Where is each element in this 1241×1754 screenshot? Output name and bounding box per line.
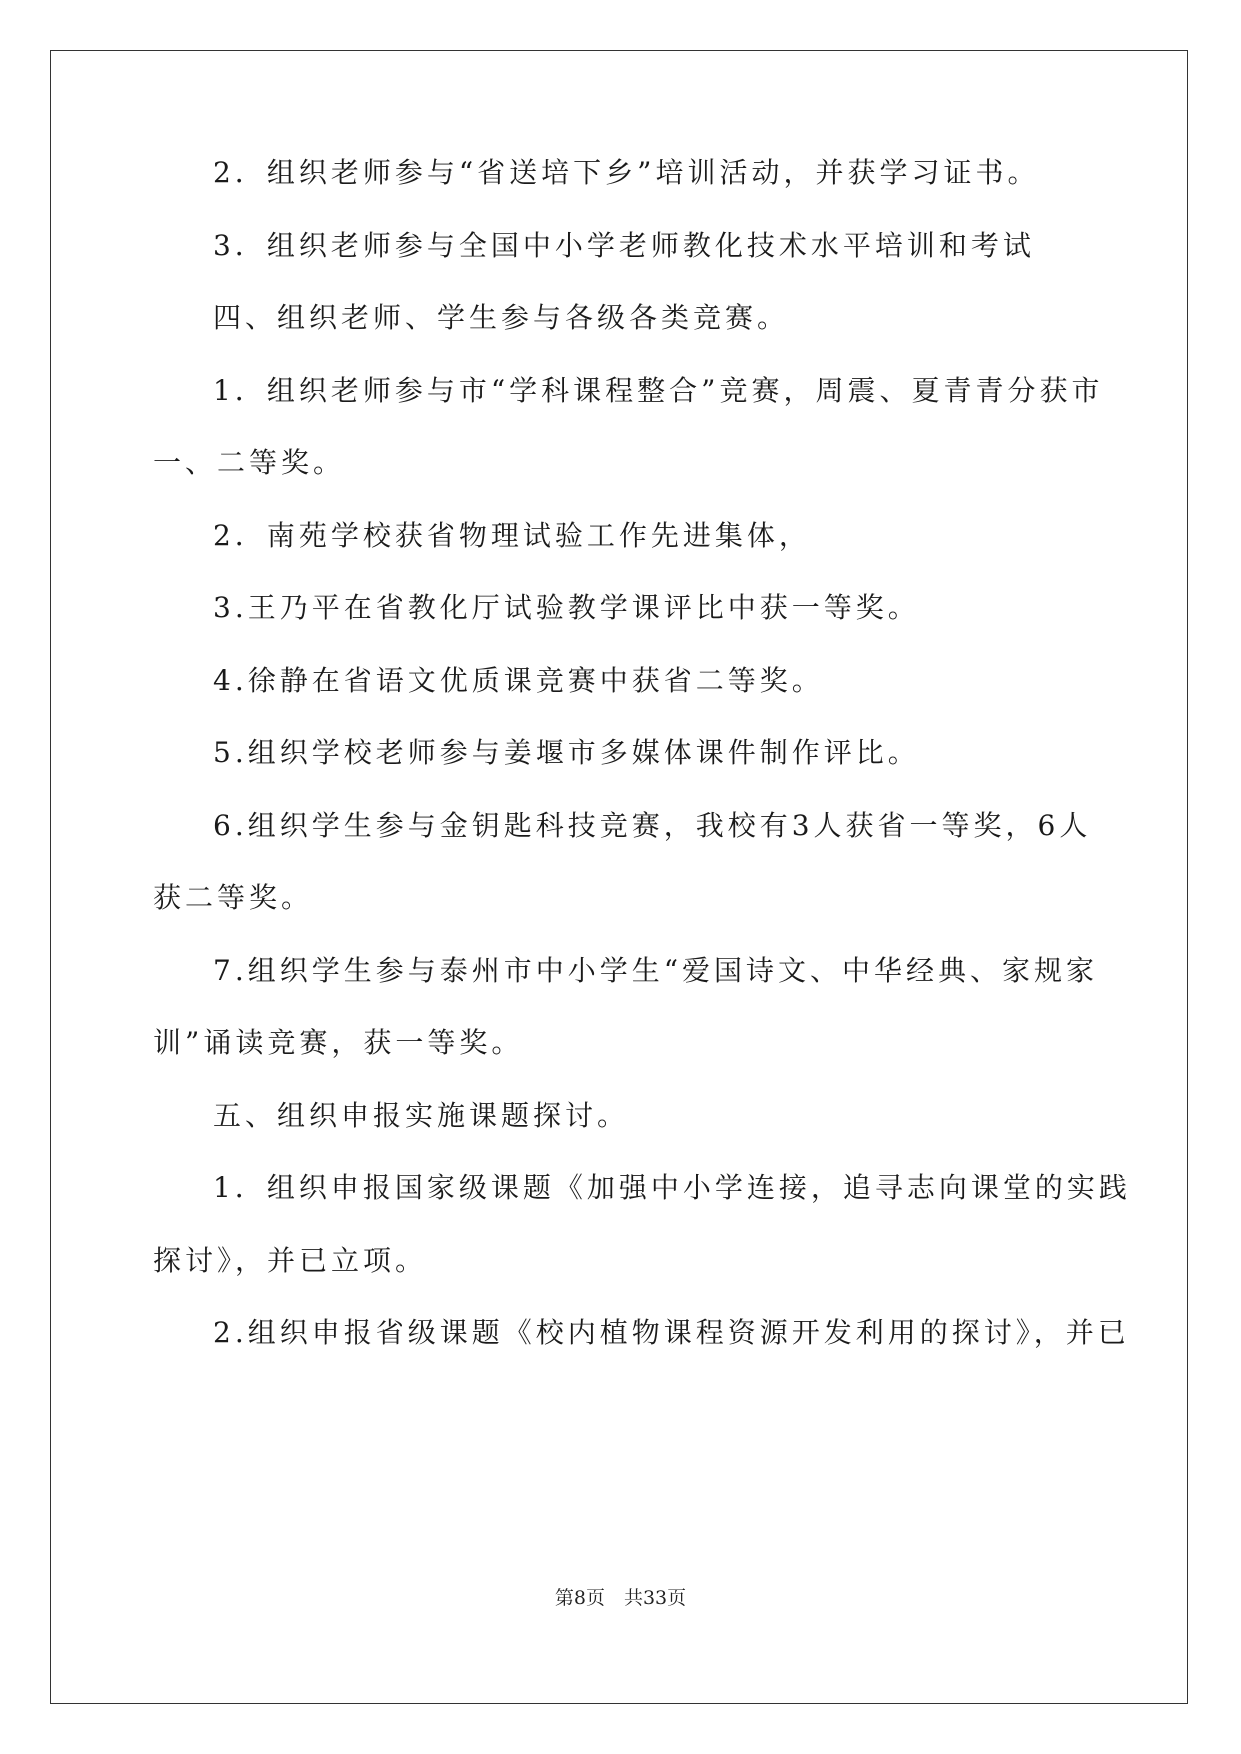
paragraph-line-9: 5.组织学校老师参与姜堰市多媒体课件制作评比。: [213, 736, 920, 769]
paragraph-line-16: 探讨》，并已立项。: [153, 1244, 428, 1277]
paragraph-line-4: 1．组织老师参与市“学科课程整合”竞赛，周震、夏青青分获市: [213, 374, 1104, 407]
paragraph-line-5: 一、二等奖。: [153, 446, 346, 479]
paragraph-line-8: 4.徐静在省语文优质课竞赛中获省二等奖。: [213, 664, 824, 697]
paragraph-line-6: 2．南苑学校获省物理试验工作先进集体，: [213, 519, 811, 552]
paragraph-line-12: 7.组织学生参与泰州市中小学生“爱国诗文、中华经典、家规家: [213, 954, 1099, 987]
paragraph-line-11: 获二等奖。: [153, 881, 314, 914]
paragraph-line-7: 3.王乃平在省教化厅试验教学课评比中获一等奖。: [213, 591, 920, 624]
paragraph-line-13: 训”诵读竞赛，获一等奖。: [153, 1026, 524, 1059]
paragraph-line-1: 2．组织老师参与“省送培下乡”培训活动，并获学习证书。: [213, 156, 1040, 189]
paragraph-line-15: 1．组织申报国家级课题《加强中小学连接，追寻志向课堂的实践: [213, 1171, 1131, 1204]
paragraph-line-2: 3．组织老师参与全国中小学老师教化技术水平培训和考试: [213, 229, 1035, 262]
section-heading-5: 五、组织申报实施课题探讨。: [213, 1099, 630, 1132]
paragraph-line-10: 6.组织学生参与金钥匙科技竞赛，我校有3人获省一等奖，6人: [213, 809, 1092, 842]
paragraph-line-17: 2.组织申报省级课题《校内植物课程资源开发利用的探讨》，并已: [213, 1316, 1130, 1349]
section-heading-4: 四、组织老师、学生参与各级各类竞赛。: [213, 301, 790, 334]
page-footer: [0, 1585, 1241, 1611]
page-number: 第8页 共33页: [554, 1587, 687, 1609]
